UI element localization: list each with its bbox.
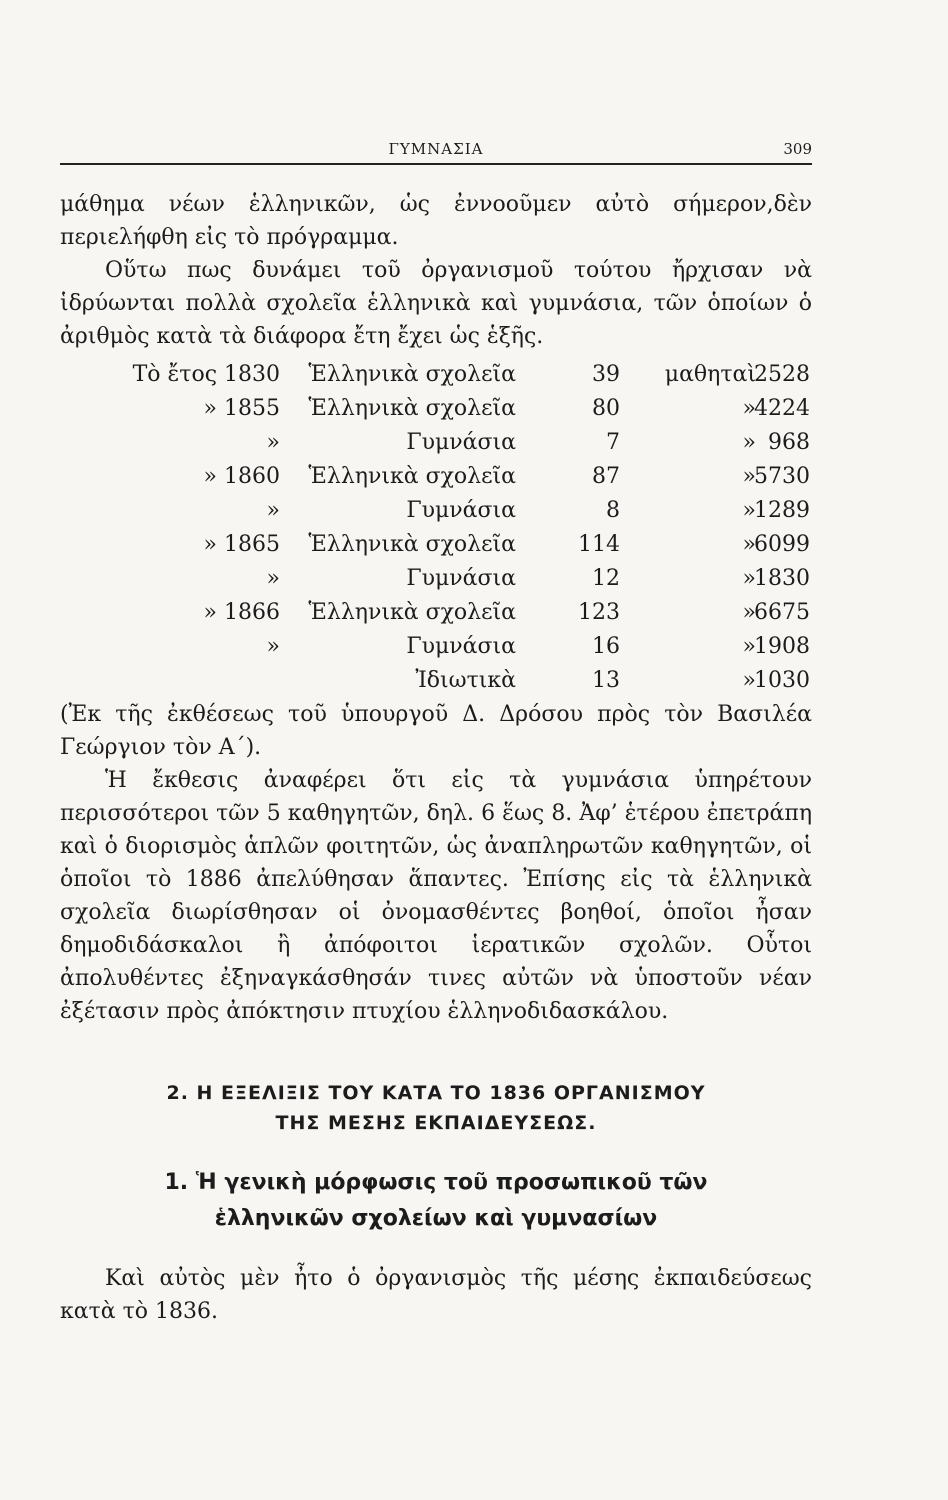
stats-label: » — [742, 600, 756, 625]
subsection-title-line-1: 1. Ἡ γενικὴ μόρφωσις τοῦ προσωπικοῦ τῶν — [164, 1170, 708, 1195]
stats-count: 12 — [592, 566, 620, 591]
stats-students: 6099 — [754, 532, 810, 557]
stats-type: Ἑλληνικὰ σχολεῖα — [308, 464, 516, 489]
section-title-line-2: ΤΗΣ ΜΕΣΗΣ ΕΚΠΑΙΔΕΥΣΕΩΣ. — [275, 1112, 597, 1134]
stats-label: » — [742, 464, 756, 489]
stats-label: μαθηταὶ — [664, 362, 756, 387]
stats-row — [100, 532, 820, 566]
stats-students: 6675 — [754, 600, 810, 625]
paragraph-intro: μάθημα νέων ἑλληνικῶν, ὡς ἐννοοῦμεν αὐτὸ σήμερον,δὲν περιελήφθη εἰς τὸ πρόγραμμα. — [60, 192, 812, 250]
stats-label: » — [742, 634, 756, 659]
stats-year: » — [266, 566, 280, 591]
stats-label: » — [742, 430, 756, 455]
stats-type: Γυμνάσια — [406, 430, 516, 455]
stats-count: 80 — [592, 396, 620, 421]
stats-type: Ἑλληνικὰ σχολεῖα — [308, 600, 516, 625]
stats-row — [100, 430, 820, 464]
section-title — [60, 1078, 812, 1138]
running-title: ΓΥΜΝΑΣΙΑ — [388, 140, 484, 158]
stats-label: » — [742, 396, 756, 421]
stats-count: 123 — [578, 600, 620, 625]
stats-type: Ἰδιωτικὰ — [415, 668, 516, 693]
page-header — [60, 140, 812, 164]
stats-row — [100, 498, 820, 532]
stats-students: 1030 — [754, 668, 810, 693]
section-title-line-1: 2. Η ΕΞΕΛΙΞΙΣ ΤΟΥ ΚΑΤΑ ΤΟ 1836 ΟΡΓΑΝΙΣΜΟΥ — [166, 1082, 706, 1104]
stats-row — [100, 634, 820, 668]
subsection-title-line-2: ἑλληνικῶν σχολείων καὶ γυμνασίων — [214, 1206, 658, 1231]
stats-year: » 1865 — [203, 532, 280, 557]
stats-count: 16 — [592, 634, 620, 659]
stats-students: 2528 — [754, 362, 810, 387]
stats-year: Τὸ ἔτος 1830 — [132, 362, 280, 387]
stats-label: » — [742, 498, 756, 523]
header-rule — [60, 163, 812, 165]
stats-count: 39 — [592, 362, 620, 387]
stats-students: 1289 — [754, 498, 810, 523]
stats-count: 87 — [592, 464, 620, 489]
stats-type: Γυμνάσια — [406, 498, 516, 523]
stats-year: » — [266, 634, 280, 659]
stats-row — [100, 362, 820, 396]
paragraph-closing: Καὶ αὐτὸς μὲν ἦτο ὁ ὀργανισμὸς τῆς μέσης ἐκπαιδεύσεως κατὰ τὸ 1836. — [60, 1266, 812, 1324]
stats-students: 968 — [768, 430, 810, 455]
stats-students: 1908 — [754, 634, 810, 659]
stats-row — [100, 668, 820, 702]
stats-row — [100, 396, 820, 430]
stats-row — [100, 566, 820, 600]
stats-count: 8 — [606, 498, 620, 523]
stats-label: » — [742, 668, 756, 693]
stats-year: » 1855 — [203, 396, 280, 421]
paragraph-report: Ἡ ἔκθεσις ἀναφέρει ὅτι εἰς τὰ γυμνάσια ὑπηρέτουν περισσότεροι τῶν 5 καθηγητῶν, δηλ. 6 ἕως 8. Ἀφ’ ἑτέρου ἐπετράπη καὶ ὁ διορισμὸς ἁπλῶν φοιτητῶν, ὡς ἀναπληρωτῶν καθηγητῶν, οἱ ὁποῖοι τὸ 1886 ἀπελύθησαν ἅπαντες. Ἐπίσης εἰς τὰ ἑλληνικὰ σχολεῖα διωρίσθησαν οἱ ὀνομασθέντες βοηθοί, ὁποῖοι ἦσαν δημοδιδάσκαλοι ἢ ἀπόφοιτοι ἱερατικῶν σχολῶν. Οὗτοι ἀπολυθέντες ἐξηναγκάσθησάν τινες αὐτῶν νὰ ὑποστοῦν νέαν ἐξέτασιν πρὸς ἀπόκτησιν πτυχίου ἑλληνοδιδασκάλου. — [60, 768, 812, 1024]
stats-type: Ἑλληνικὰ σχολεῖα — [308, 532, 516, 557]
stats-year: » 1860 — [203, 464, 280, 489]
subsection-title — [60, 1165, 812, 1237]
stats-label: » — [742, 566, 756, 591]
page-number: 309 — [783, 140, 812, 158]
stats-count: 13 — [592, 668, 620, 693]
stats-year: » — [266, 430, 280, 455]
stats-row — [100, 464, 820, 498]
stats-students: 4224 — [754, 396, 810, 421]
stats-count: 7 — [606, 430, 620, 455]
stats-count: 114 — [578, 532, 620, 557]
stats-label: » — [742, 532, 756, 557]
stats-row — [100, 600, 820, 634]
stats-type: Γυμνάσια — [406, 634, 516, 659]
stats-year: » — [266, 498, 280, 523]
stats-students: 5730 — [754, 464, 810, 489]
stats-students: 1830 — [754, 566, 810, 591]
paragraph-schools: Οὕτω πως δυνάμει τοῦ ὀργανισμοῦ τούτου ἤρχισαν νὰ ἱδρύωνται πολλὰ σχολεῖα ἑλληνικὰ καὶ γυμνάσια, τῶν ὁποίων ὁ ἀριθμὸς κατὰ τὰ διάφορα ἔτη ἔχει ὡς ἑξῆς. — [60, 258, 812, 349]
stats-year: » 1866 — [203, 600, 280, 625]
stats-type: Ἑλληνικὰ σχολεῖα — [308, 362, 516, 387]
source-note: (Ἐκ τῆς ἐκθέσεως τοῦ ὑπουργοῦ Δ. Δρόσου πρὸς τὸν Βασιλέα Γεώργιον τὸν Α΄). — [60, 702, 812, 760]
stats-type: Ἑλληνικὰ σχολεῖα — [308, 396, 516, 421]
stats-type: Γυμνάσια — [406, 566, 516, 591]
